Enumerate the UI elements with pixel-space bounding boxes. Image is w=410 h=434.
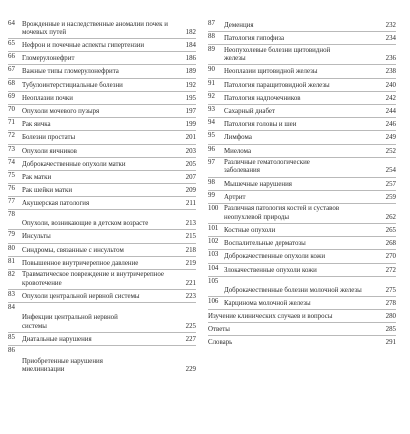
toc-entry[interactable]	[208, 45, 396, 65]
toc-entry-number: 64	[8, 20, 15, 27]
toc-entry-page: 229	[185, 366, 196, 374]
toc-entry-number: 83	[8, 291, 15, 298]
toc-entry-number: 85	[8, 334, 15, 342]
toc-entry-unnumbered[interactable]	[208, 323, 396, 336]
toc-entry[interactable]	[8, 303, 196, 333]
toc-entry-title: Лимфома	[224, 134, 252, 142]
toc-entry[interactable]	[8, 131, 196, 144]
toc-entry-number: 99	[208, 191, 215, 199]
toc-entry-title: Синдромы, связанные с инсультом	[22, 246, 124, 254]
toc-entry-title: Патология паращитовидной железы	[224, 81, 330, 89]
toc-entry-number: 104	[208, 264, 219, 272]
toc-entry-number: 106	[208, 297, 219, 305]
toc-entry[interactable]	[8, 184, 196, 197]
toc-entry-number: 80	[8, 244, 15, 252]
toc-entry-page: 182	[185, 29, 196, 37]
toc-entry-page: 291	[385, 339, 396, 347]
toc-entry[interactable]	[208, 145, 396, 158]
toc-entry-page: 192	[185, 81, 196, 89]
toc-entry-number: 100	[208, 205, 219, 213]
toc-entry-title: Повышенное внутричерепное давление	[22, 259, 139, 267]
toc-entry-unnumbered[interactable]	[208, 310, 396, 323]
toc-entry-title: Воспалительные дерматозы	[224, 240, 306, 248]
toc-entry-number: 75	[8, 171, 15, 179]
toc-entry-title: Карцинома молочной железы	[224, 299, 311, 307]
toc-entry-title: Инсульты	[22, 233, 51, 241]
toc-entry-page: 238	[385, 68, 396, 76]
toc-entry-title: Опухоли центральной нервной системы	[22, 293, 140, 300]
toc-entry-page: 268	[385, 240, 396, 248]
toc-entry-number: 103	[208, 251, 219, 259]
toc-entry[interactable]	[8, 39, 196, 52]
toc-entry[interactable]	[8, 230, 196, 243]
toc-entry-page: 278	[385, 299, 396, 307]
toc-entry[interactable]	[208, 297, 396, 310]
toc-entry-number: 70	[8, 105, 15, 113]
toc-entry-number: 96	[208, 145, 215, 153]
toc-entry[interactable]	[208, 32, 396, 45]
toc-entry-number: 79	[8, 231, 15, 239]
toc-entry[interactable]	[8, 79, 196, 92]
toc-entry[interactable]	[208, 131, 396, 144]
toc-entry-title: Болезни простаты	[22, 134, 76, 142]
toc-entry-page: 232	[385, 22, 396, 29]
toc-entry-number: 92	[208, 92, 215, 100]
toc-entry-page: 262	[385, 213, 396, 221]
toc-entry-page: 227	[185, 336, 196, 344]
toc-entry[interactable]	[8, 257, 196, 270]
toc-entry[interactable]	[208, 105, 396, 118]
toc-entry-page: 252	[385, 147, 396, 155]
toc-entry-number: 105	[208, 277, 219, 285]
toc-entry-page: 240	[385, 81, 396, 89]
toc-entry-page: 272	[385, 266, 396, 274]
toc-entry-page: 195	[185, 94, 196, 102]
toc-entry[interactable]	[208, 92, 396, 105]
toc-entry-title: Миелома	[224, 147, 251, 155]
toc-entry-page: 199	[185, 121, 196, 129]
toc-entry-title: Костные опухоли	[224, 227, 276, 235]
toc-entry-title: Патология гипофиза	[224, 35, 284, 43]
toc-entry[interactable]	[208, 118, 396, 131]
toc-right-column	[208, 19, 396, 434]
toc-entry-number: 86	[8, 347, 15, 355]
toc-entry-title: Неоплазии почки	[22, 94, 73, 102]
toc-entry-title: Изучение клинических случаев и вопросы	[208, 313, 333, 320]
toc-entry-number: 72	[8, 132, 15, 140]
toc-entry-unnumbered[interactable]	[208, 336, 396, 348]
toc-entry[interactable]	[208, 264, 396, 277]
toc-left-column	[8, 19, 196, 434]
toc-entry-title: Диатальные нарушения	[22, 336, 92, 344]
toc-entry-number: 89	[208, 46, 215, 54]
toc-entry-title: Словарь	[208, 339, 233, 347]
toc-entry-title: Рак шейки матки	[22, 187, 73, 195]
toc-entry[interactable]	[8, 197, 196, 210]
toc-entry[interactable]	[208, 204, 396, 224]
toc-entry-page: 201	[185, 134, 196, 142]
toc-entry[interactable]	[208, 158, 396, 178]
toc-entry-page: 221	[185, 279, 196, 287]
toc-entry-page: 275	[385, 286, 396, 294]
toc-entry-number: 76	[8, 185, 15, 193]
toc-entry-title: Патология надпочечников	[224, 94, 301, 102]
toc-entry-number: 95	[208, 132, 215, 140]
toc-entry-page: 189	[185, 68, 196, 76]
toc-entry-page: 257	[385, 180, 396, 188]
toc-entry-page: 184	[185, 42, 196, 49]
toc-entry[interactable]	[8, 346, 196, 375]
toc-entry-number: 93	[208, 105, 215, 113]
toc-entry-page: 219	[185, 259, 196, 267]
toc-entry-page: 280	[385, 313, 396, 320]
toc-entry-title: Неоплазии щитовидной железы	[224, 68, 318, 76]
toc-entry-number: 87	[208, 20, 215, 27]
toc-entry-number: 82	[8, 271, 15, 278]
toc-entry-title: Тубулоинтерстициальные болезни	[22, 81, 123, 89]
toc-entry-number: 101	[208, 225, 219, 233]
toc-entry[interactable]	[8, 333, 196, 346]
toc-entry[interactable]	[208, 277, 396, 297]
toc-entry[interactable]	[8, 52, 196, 65]
toc-entry-page: 218	[185, 246, 196, 254]
toc-entry-number: 71	[8, 119, 15, 127]
toc-entry-title: Доброкачественные опухоли кожи	[224, 253, 326, 261]
toc-entry[interactable]	[208, 178, 396, 191]
toc-entry-title: Опухоли яичников	[22, 147, 77, 155]
toc-entry-page: 207	[185, 173, 196, 181]
toc-entry[interactable]	[208, 224, 396, 237]
toc-entry-number: 102	[208, 238, 219, 246]
toc-entry-number: 78	[8, 211, 15, 219]
toc-entry-title: Акушерская патология	[22, 200, 90, 208]
toc-entry-number: 73	[8, 145, 15, 153]
toc-entry-page: 236	[385, 55, 396, 63]
toc-entry[interactable]	[208, 19, 396, 32]
toc-entry-page: 270	[385, 253, 396, 261]
toc-entry-number: 81	[8, 257, 15, 265]
toc-entry-title: Сахарный диабет	[224, 107, 275, 115]
toc-entry-number: 69	[8, 92, 15, 100]
toc-entry-title: Приобретенные нарушения миелинизации	[22, 357, 103, 374]
toc-entry[interactable]	[8, 244, 196, 257]
toc-entry[interactable]	[208, 191, 396, 204]
toc-entry-number: 65	[8, 40, 15, 47]
toc-entry-number: 74	[8, 158, 15, 166]
toc-entry-title: Различные гематологические заболевания	[224, 158, 310, 175]
toc-entry-page: 249	[385, 134, 396, 142]
toc-entry-number: 97	[208, 158, 215, 166]
toc-entry[interactable]	[8, 158, 196, 171]
toc-entry-page: 259	[385, 193, 396, 201]
toc-entry-number: 90	[208, 66, 215, 74]
toc-entry-number: 84	[8, 304, 15, 312]
toc-entry-title: Артрит	[224, 193, 246, 201]
toc-entry[interactable]	[208, 65, 396, 78]
toc-entry-title: Врожденные и наследственные аномалии почек и мочевых путей	[22, 20, 168, 37]
toc-entry-page: 209	[185, 187, 196, 195]
toc-entry[interactable]	[8, 145, 196, 158]
toc-entry[interactable]	[8, 210, 196, 230]
toc-entry-number: 68	[8, 79, 15, 87]
toc-entry-title: Гломерулонефрит	[22, 55, 75, 63]
toc-entry-title: Рак яичка	[22, 121, 51, 129]
toc-entry-title: Ответы	[208, 326, 230, 334]
toc-entry[interactable]	[208, 237, 396, 250]
toc-entry-page: 242	[385, 94, 396, 102]
toc-entry-page: 225	[185, 322, 196, 330]
toc-entry-page: 285	[385, 326, 396, 334]
toc-entry-title: Патология головы и шеи	[224, 121, 297, 129]
toc-entry-title: Злокачественные опухоли кожи	[224, 266, 317, 274]
toc-entry-page: 223	[185, 293, 196, 300]
toc-entry-page: 205	[185, 160, 196, 168]
toc-entry-number: 91	[208, 79, 215, 87]
toc-entry-title: Травматическое повреждение и внутричерепное кровотечение	[22, 271, 164, 287]
toc-entry-page: 211	[185, 200, 196, 208]
toc-entry-page: 197	[185, 107, 196, 115]
toc-entry[interactable]	[8, 290, 196, 303]
toc-entry[interactable]	[208, 250, 396, 263]
toc-entry-title: Важные типы гломерулонефрита	[22, 68, 119, 76]
toc-entry-title: Деменция	[224, 22, 254, 29]
toc-entry-title: Опухоли, возникающие в детском возрасте	[22, 220, 149, 228]
toc-entry-title: Опухоли мочевого пузыря	[22, 107, 100, 115]
toc-entry[interactable]	[8, 171, 196, 184]
toc-entry-number: 67	[8, 66, 15, 74]
toc-entry[interactable]	[8, 105, 196, 118]
toc-entry-number: 94	[208, 119, 215, 127]
toc-entry-page: 186	[185, 55, 196, 63]
toc-entry-page: 213	[185, 220, 196, 228]
toc-entry-title: Различная патология костей и суставов неопухлевой природы	[224, 205, 340, 221]
toc-entry[interactable]	[8, 19, 196, 39]
toc-entry[interactable]	[8, 65, 196, 78]
toc-entry-page: 246	[385, 121, 396, 129]
toc-entry-title: Неопухолевые болезни щитовидной железы	[224, 46, 331, 63]
toc-entry-number: 77	[8, 198, 15, 206]
toc-entry-page: 244	[385, 107, 396, 115]
toc-entry-title: Инфекции центральной нервной системы	[22, 314, 118, 330]
toc-entry-page: 203	[185, 147, 196, 155]
toc-entry-title: Нефрон и почечные аспекты гипертензии	[22, 42, 145, 49]
toc-entry-title: Рак матки	[22, 173, 52, 181]
toc-entry[interactable]	[8, 92, 196, 105]
toc-entry-title: Доброкачественные опухоли матки	[22, 160, 126, 168]
toc-entry-title: Мышечные нарушения	[224, 180, 292, 188]
toc-entry-page: 254	[385, 167, 396, 175]
toc-entry-page: 234	[385, 35, 396, 43]
toc-entry[interactable]	[8, 118, 196, 131]
toc-entry[interactable]	[208, 79, 396, 92]
toc-entry-title: Доброкачественные болезни молочной железы	[224, 286, 362, 294]
toc-entry-page: 265	[385, 227, 396, 235]
toc-entry-number: 88	[208, 33, 215, 41]
toc-entry-number: 66	[8, 53, 15, 61]
toc-entry-number: 98	[208, 178, 215, 186]
toc-entry[interactable]	[8, 270, 196, 290]
toc-entry-page: 215	[185, 233, 196, 241]
